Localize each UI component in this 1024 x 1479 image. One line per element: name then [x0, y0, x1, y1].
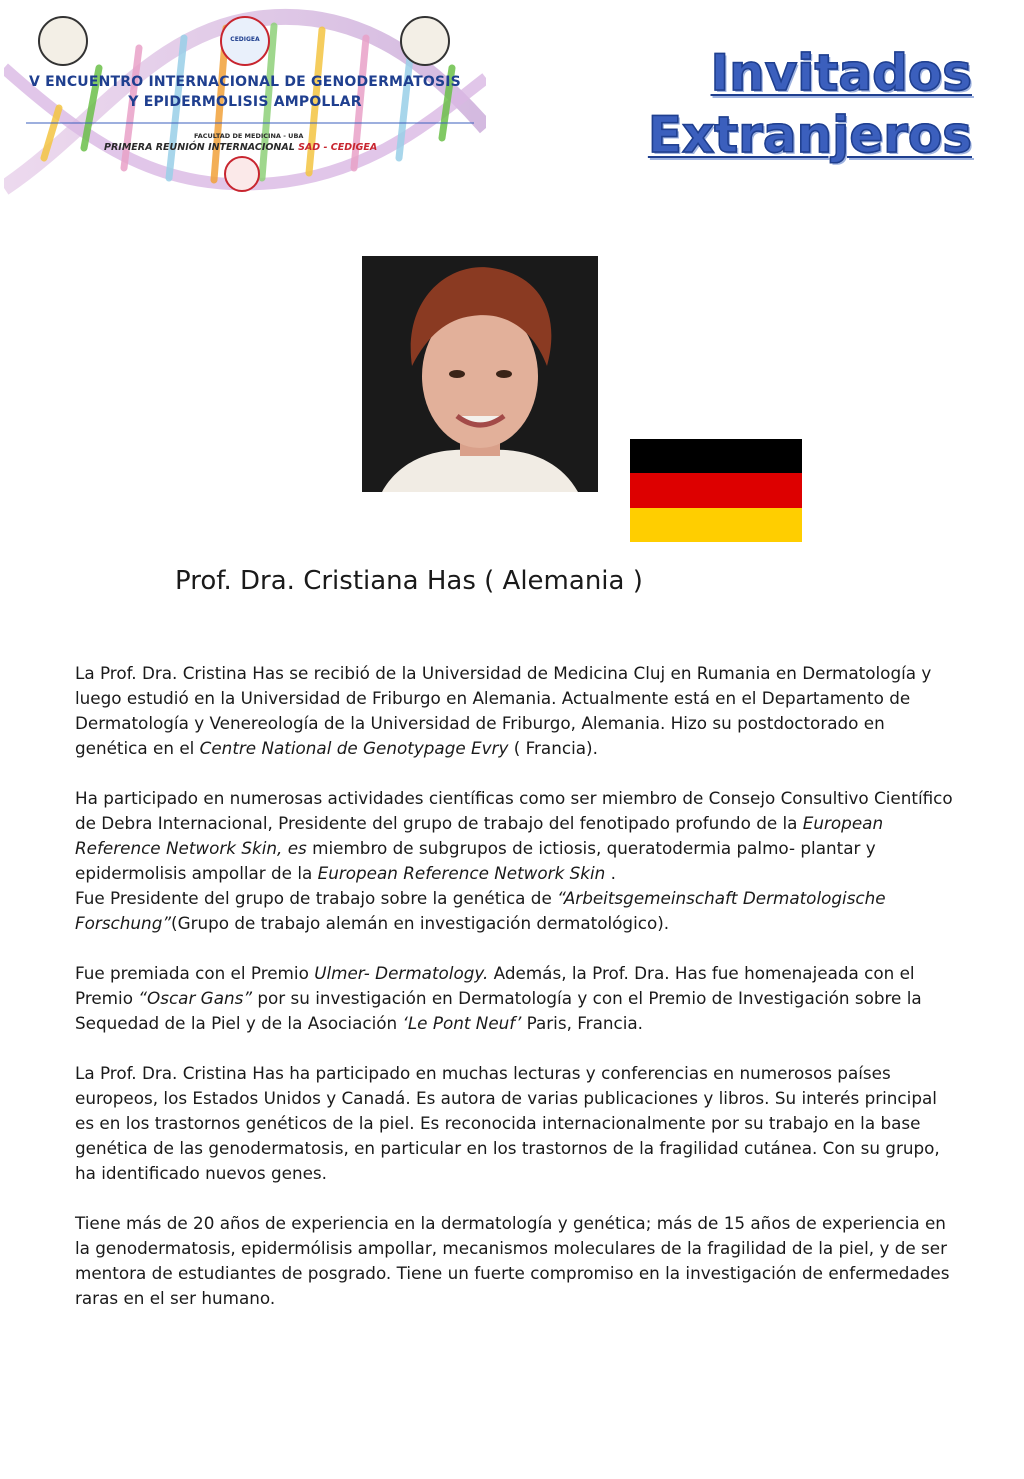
flag-stripe-gold: [630, 508, 802, 542]
page-title: [648, 42, 972, 166]
event-banner: [4, 8, 486, 196]
bio-text: .: [605, 863, 616, 883]
banner-meeting-orgs: SAD - CEDIGEA: [298, 142, 378, 153]
page-title-line1: Invitados: [710, 44, 972, 102]
bio-text: (Grupo de trabajo alemán en investigación dermatológico).: [171, 913, 670, 933]
cedigea-logo: [220, 16, 270, 66]
bio-italic: Centre National de Genotypage Evry: [199, 738, 509, 758]
bio-italic: ‘Le Pont Neuf’: [402, 1013, 522, 1033]
bio-italic: European Reference Network Skin, es: [75, 813, 884, 858]
bio-paragraph-2b: [75, 886, 955, 936]
germany-flag: [630, 439, 802, 542]
speaker-portrait-graphic: [362, 256, 598, 492]
uba-logo: [400, 16, 450, 66]
bio-italic: European Reference Network Skin: [317, 863, 606, 883]
bio-italic: “Oscar Gans”: [138, 988, 253, 1008]
bio-text: La Prof. Dra. Cristina Has se recibió de la Universidad de Medicina Cluj en Rumania en Dermatología y luego estudió en la Universidad de Friburgo en Alemania. Actualmente está en el Departamento de Dermatología y Venereología de la Universidad de Friburgo, Alemania. Hizo su postdoctorado en genética en el: [75, 663, 932, 758]
bio-text: miembro de subgrupos de ictiosis, queratodermia palmo- plantar y epidermolisis ampollar de la: [75, 838, 876, 883]
banner-title-line1: V ENCUENTRO INTERNACIONAL DE GENODERMATOSIS: [29, 74, 461, 90]
bio-text: Además, la Prof. Dra. Has fue homenajeada con el Premio: [75, 963, 915, 1008]
speaker-name: Prof. Dra. Cristiana Has ( Alemania ): [175, 566, 643, 596]
bio-text: por su investigación en Dermatología y con el Premio de Investigación sobre la Sequedad de la Piel y de la Asociación: [75, 988, 922, 1033]
banner-faculty: FACULTAD DE MEDICINA - UBA: [194, 132, 304, 140]
banner-title-line2: Y EPIDERMOLISIS AMPOLLAR: [128, 94, 362, 110]
bio-paragraph-3: [75, 961, 955, 1036]
bio-text: Fue premiada con el Premio: [75, 963, 315, 983]
flag-stripe-black: [630, 439, 802, 473]
bio-italic: “Arbeitsgemeinschaft Dermatologische Forschung”: [75, 888, 886, 933]
sad-logo: [38, 16, 88, 66]
bio-text: ( Francia).: [508, 738, 598, 758]
speaker-photo: [362, 256, 598, 492]
flag-stripe-red: [630, 473, 802, 507]
cedigea-logo-text: CEDIGEA: [230, 36, 260, 43]
banner-meeting: [104, 142, 377, 153]
sad-seal-small: [224, 156, 260, 192]
speaker-bio: [75, 661, 955, 1336]
bio-paragraph-2: [75, 786, 955, 886]
banner-meeting-prefix: PRIMERA REUNIÓN INTERNACIONAL: [104, 142, 295, 153]
bio-text: Ha participado en numerosas actividades científicas como ser miembro de Consejo Consultivo Científico de Debra Internacional, Presidente del grupo de trabajo del fenotipado profundo de la: [75, 788, 953, 833]
bio-italic: Ulmer- Dermatology.: [314, 963, 489, 983]
bio-paragraph-4: La Prof. Dra. Cristina Has ha participado en muchas lecturas y conferencias en numerosos países europeos, los Estados Unidos y Canadá. Es autora de varias publicaciones y libros. Su interés principal es en los trastornos genéticos de la piel. Es reconocida internacionalmente por su trabajo en la base genética de las genodermatosis, en particular en los trastornos de la fragilidad cutánea. Con su grupo, ha identificado nuevos genes.: [75, 1063, 940, 1183]
bio-text: Paris, Francia.: [521, 1013, 644, 1033]
page-title-line2: Extranjeros: [647, 106, 972, 164]
bio-paragraph-1: [75, 661, 955, 761]
bio-paragraph-5: Tiene más de 20 años de experiencia en la dermatología y genética; más de 15 años de experiencia en la genodermatosis, epidermólisis ampollar, mecanismos moleculares de la fragilidad de la piel, y de ser mentora de estudiantes de posgrado. Tiene un fuerte compromiso en la investigación de enfermedades raras en el ser humano.: [75, 1213, 950, 1308]
bio-text: Fue Presidente del grupo de trabajo sobre la genética de: [75, 888, 558, 908]
